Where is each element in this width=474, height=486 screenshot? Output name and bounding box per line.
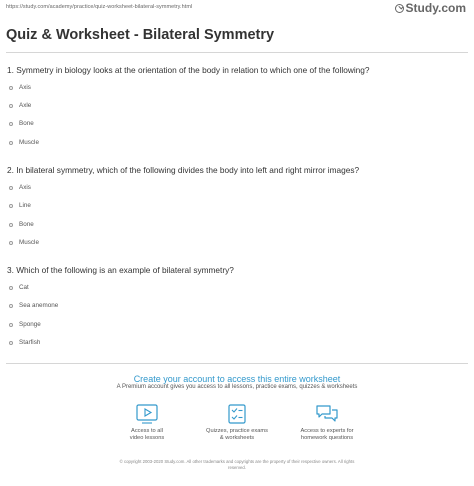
- study-logo[interactable]: [395, 1, 466, 15]
- radio-button[interactable]: [9, 341, 13, 345]
- checkmark-circle-icon: [395, 4, 404, 13]
- option-label: Line: [19, 202, 31, 209]
- radio-button[interactable]: [9, 204, 13, 208]
- feature-line: & worksheets: [219, 435, 255, 441]
- option-label: Bone: [19, 221, 34, 228]
- question-2: 2. In bilateral symmetry, which of the following divides the body into left and right mirror images?: [7, 165, 360, 175]
- radio-button[interactable]: [9, 186, 13, 190]
- radio-button[interactable]: [9, 104, 13, 108]
- option-label: Cat: [19, 284, 29, 291]
- create-account-link[interactable]: Create your account to access this entire worksheet: [133, 374, 341, 384]
- feature-line: Access to all: [131, 428, 163, 434]
- radio-button[interactable]: [9, 323, 13, 327]
- option-q3-d[interactable]: [9, 339, 40, 346]
- option-label: Sponge: [19, 321, 41, 328]
- cta-subtitle: A Premium account gives you access to all lessons, practice exams, quizzes & worksheets: [116, 384, 358, 390]
- option-q3-c[interactable]: [9, 321, 41, 328]
- copyright-line: reserved.: [228, 465, 246, 470]
- feature-line: Access to experts for: [300, 428, 354, 434]
- chat-experts-icon: [315, 404, 339, 424]
- feature-line: Quizzes, practice exams: [206, 428, 268, 434]
- option-q2-d[interactable]: [9, 239, 39, 246]
- radio-button[interactable]: [9, 141, 13, 145]
- option-q2-c[interactable]: [9, 221, 34, 228]
- cta-divider: [6, 363, 468, 364]
- question-1: 1. Symmetry in biology looks at the orientation of the body in relation to which one of the following?: [7, 65, 370, 75]
- option-q1-a[interactable]: [9, 84, 31, 91]
- radio-button[interactable]: [9, 286, 13, 290]
- page-title: Quiz & Worksheet - Bilateral Symmetry: [6, 27, 275, 43]
- radio-button[interactable]: [9, 86, 13, 90]
- feature-line: homework questions: [300, 435, 354, 441]
- option-q3-b[interactable]: [9, 302, 58, 309]
- feature-quizzes: [192, 404, 282, 442]
- quiz-checklist-icon: [226, 404, 248, 424]
- option-q2-a[interactable]: [9, 184, 31, 191]
- brand-name: Study.com: [405, 1, 466, 15]
- title-divider: [6, 52, 468, 53]
- video-play-icon: [136, 404, 158, 424]
- radio-button[interactable]: [9, 241, 13, 245]
- option-label: Muscle: [19, 139, 39, 146]
- feature-video-lessons: [102, 404, 192, 442]
- radio-button[interactable]: [9, 304, 13, 308]
- option-q1-c[interactable]: [9, 120, 34, 127]
- option-label: Muscle: [19, 239, 39, 246]
- copyright-line: © copyright 2003-2020 Study.com. All other trademarks and copyrights are the property of their respective owners. All rights: [119, 459, 355, 464]
- feature-experts: [282, 404, 372, 442]
- question-3: 3. Which of the following is an example of bilateral symmetry?: [7, 265, 234, 275]
- option-label: Axis: [19, 184, 31, 191]
- option-q2-b[interactable]: [9, 202, 31, 209]
- option-label: Bone: [19, 120, 34, 127]
- option-q1-b[interactable]: [9, 102, 31, 109]
- radio-button[interactable]: [9, 223, 13, 227]
- option-q3-a[interactable]: [9, 284, 29, 291]
- option-label: Axle: [19, 102, 32, 109]
- option-label: Sea anemone: [19, 302, 59, 309]
- option-q1-d[interactable]: [9, 139, 39, 146]
- feature-line: video lessons: [129, 435, 165, 441]
- url-bar: https://study.com/academy/practice/quiz-worksheet-bilateral-symmetry.html: [6, 4, 193, 10]
- radio-button[interactable]: [9, 122, 13, 126]
- copyright: [0, 459, 474, 471]
- option-label: Axis: [19, 84, 31, 91]
- option-label: Starfish: [19, 339, 41, 346]
